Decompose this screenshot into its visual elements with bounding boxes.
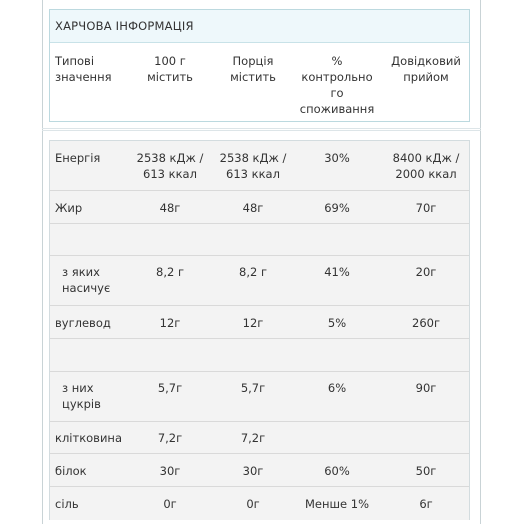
cell-per100: 5,7г	[157, 381, 183, 395]
frame-right-line	[480, 0, 481, 524]
table-row	[50, 141, 469, 191]
table-row	[50, 422, 469, 454]
cell-per100	[127, 339, 213, 371]
row-label: клітковина	[55, 431, 122, 445]
cell-percent	[293, 430, 381, 453]
section-separator	[42, 128, 481, 131]
nutrition-header	[49, 9, 470, 122]
cell-per100	[127, 224, 213, 255]
table-row	[50, 339, 469, 372]
cell-percent: 69%	[324, 201, 350, 215]
header-per-100g: 100 г містить	[147, 54, 193, 84]
cell-percent	[293, 339, 381, 371]
table-title: ХАРЧОВА ІНФОРМАЦІЯ	[50, 10, 469, 43]
table-row	[50, 224, 469, 256]
cell-reference: 50г	[415, 464, 437, 478]
cell-percent: 30%	[324, 151, 350, 165]
cell-percent: Менше 1%	[304, 497, 369, 511]
cell-reference: 20г	[415, 265, 437, 279]
row-label: з яких насичує	[62, 265, 111, 295]
cell-portion: 48г	[242, 201, 264, 215]
cell-reference: 8400 кДж / 2000 ккал	[392, 151, 460, 181]
cell-reference	[381, 339, 471, 371]
cell-reference	[381, 430, 471, 453]
cell-portion: 12г	[242, 316, 264, 330]
cell-portion: 5,7г	[240, 381, 266, 395]
cell-reference: 260г	[412, 316, 440, 330]
header-per-portion: Порція містить	[230, 54, 276, 84]
table-row	[50, 191, 469, 224]
cell-reference	[381, 224, 471, 255]
row-label: з них цукрів	[62, 381, 101, 411]
table-row	[50, 487, 469, 520]
row-label	[50, 339, 127, 371]
cell-portion: 0г	[246, 497, 260, 511]
cell-per100: 0г	[163, 497, 177, 511]
cell-portion: 2538 кДж / 613 ккал	[219, 151, 287, 181]
cell-per100: 8,2 г	[156, 265, 184, 279]
cell-per100: 12г	[159, 316, 181, 330]
header-typical-values: Типові значення	[55, 54, 112, 84]
header-reference-intake: Довідковий прийом	[391, 54, 461, 84]
cell-per100: 2538 кДж / 613 ккал	[136, 151, 204, 181]
cell-portion: 8,2 г	[239, 265, 267, 279]
cell-reference: 6г	[419, 497, 433, 511]
column-headers	[50, 43, 469, 117]
header-reference-percent: % контрольно го споживання	[299, 54, 375, 116]
cell-portion: 30г	[242, 464, 264, 478]
table-row	[50, 256, 469, 306]
row-label: білок	[55, 464, 87, 478]
cell-percent: 60%	[324, 464, 350, 478]
row-label: Жир	[55, 201, 83, 215]
row-label: сіль	[55, 497, 79, 511]
cell-percent: 6%	[327, 381, 347, 395]
row-label: Енергія	[55, 151, 101, 165]
cell-reference: 90г	[415, 381, 437, 395]
cell-per100: 7,2г	[157, 431, 183, 445]
frame-left-line	[42, 0, 43, 524]
cell-portion	[213, 339, 293, 371]
cell-portion: 7,2г	[240, 431, 266, 445]
cell-reference: 70г	[415, 201, 437, 215]
cell-percent: 5%	[327, 316, 347, 330]
table-row	[50, 306, 469, 339]
cell-per100: 30г	[159, 464, 181, 478]
cell-portion	[213, 224, 293, 255]
row-label	[50, 224, 127, 255]
table-row	[50, 372, 469, 422]
table-row	[50, 454, 469, 487]
cell-per100: 48г	[159, 201, 181, 215]
cell-percent	[293, 224, 381, 255]
nutrition-data-table	[49, 140, 470, 520]
cell-percent: 41%	[324, 265, 350, 279]
row-label: вуглевод	[55, 316, 111, 330]
